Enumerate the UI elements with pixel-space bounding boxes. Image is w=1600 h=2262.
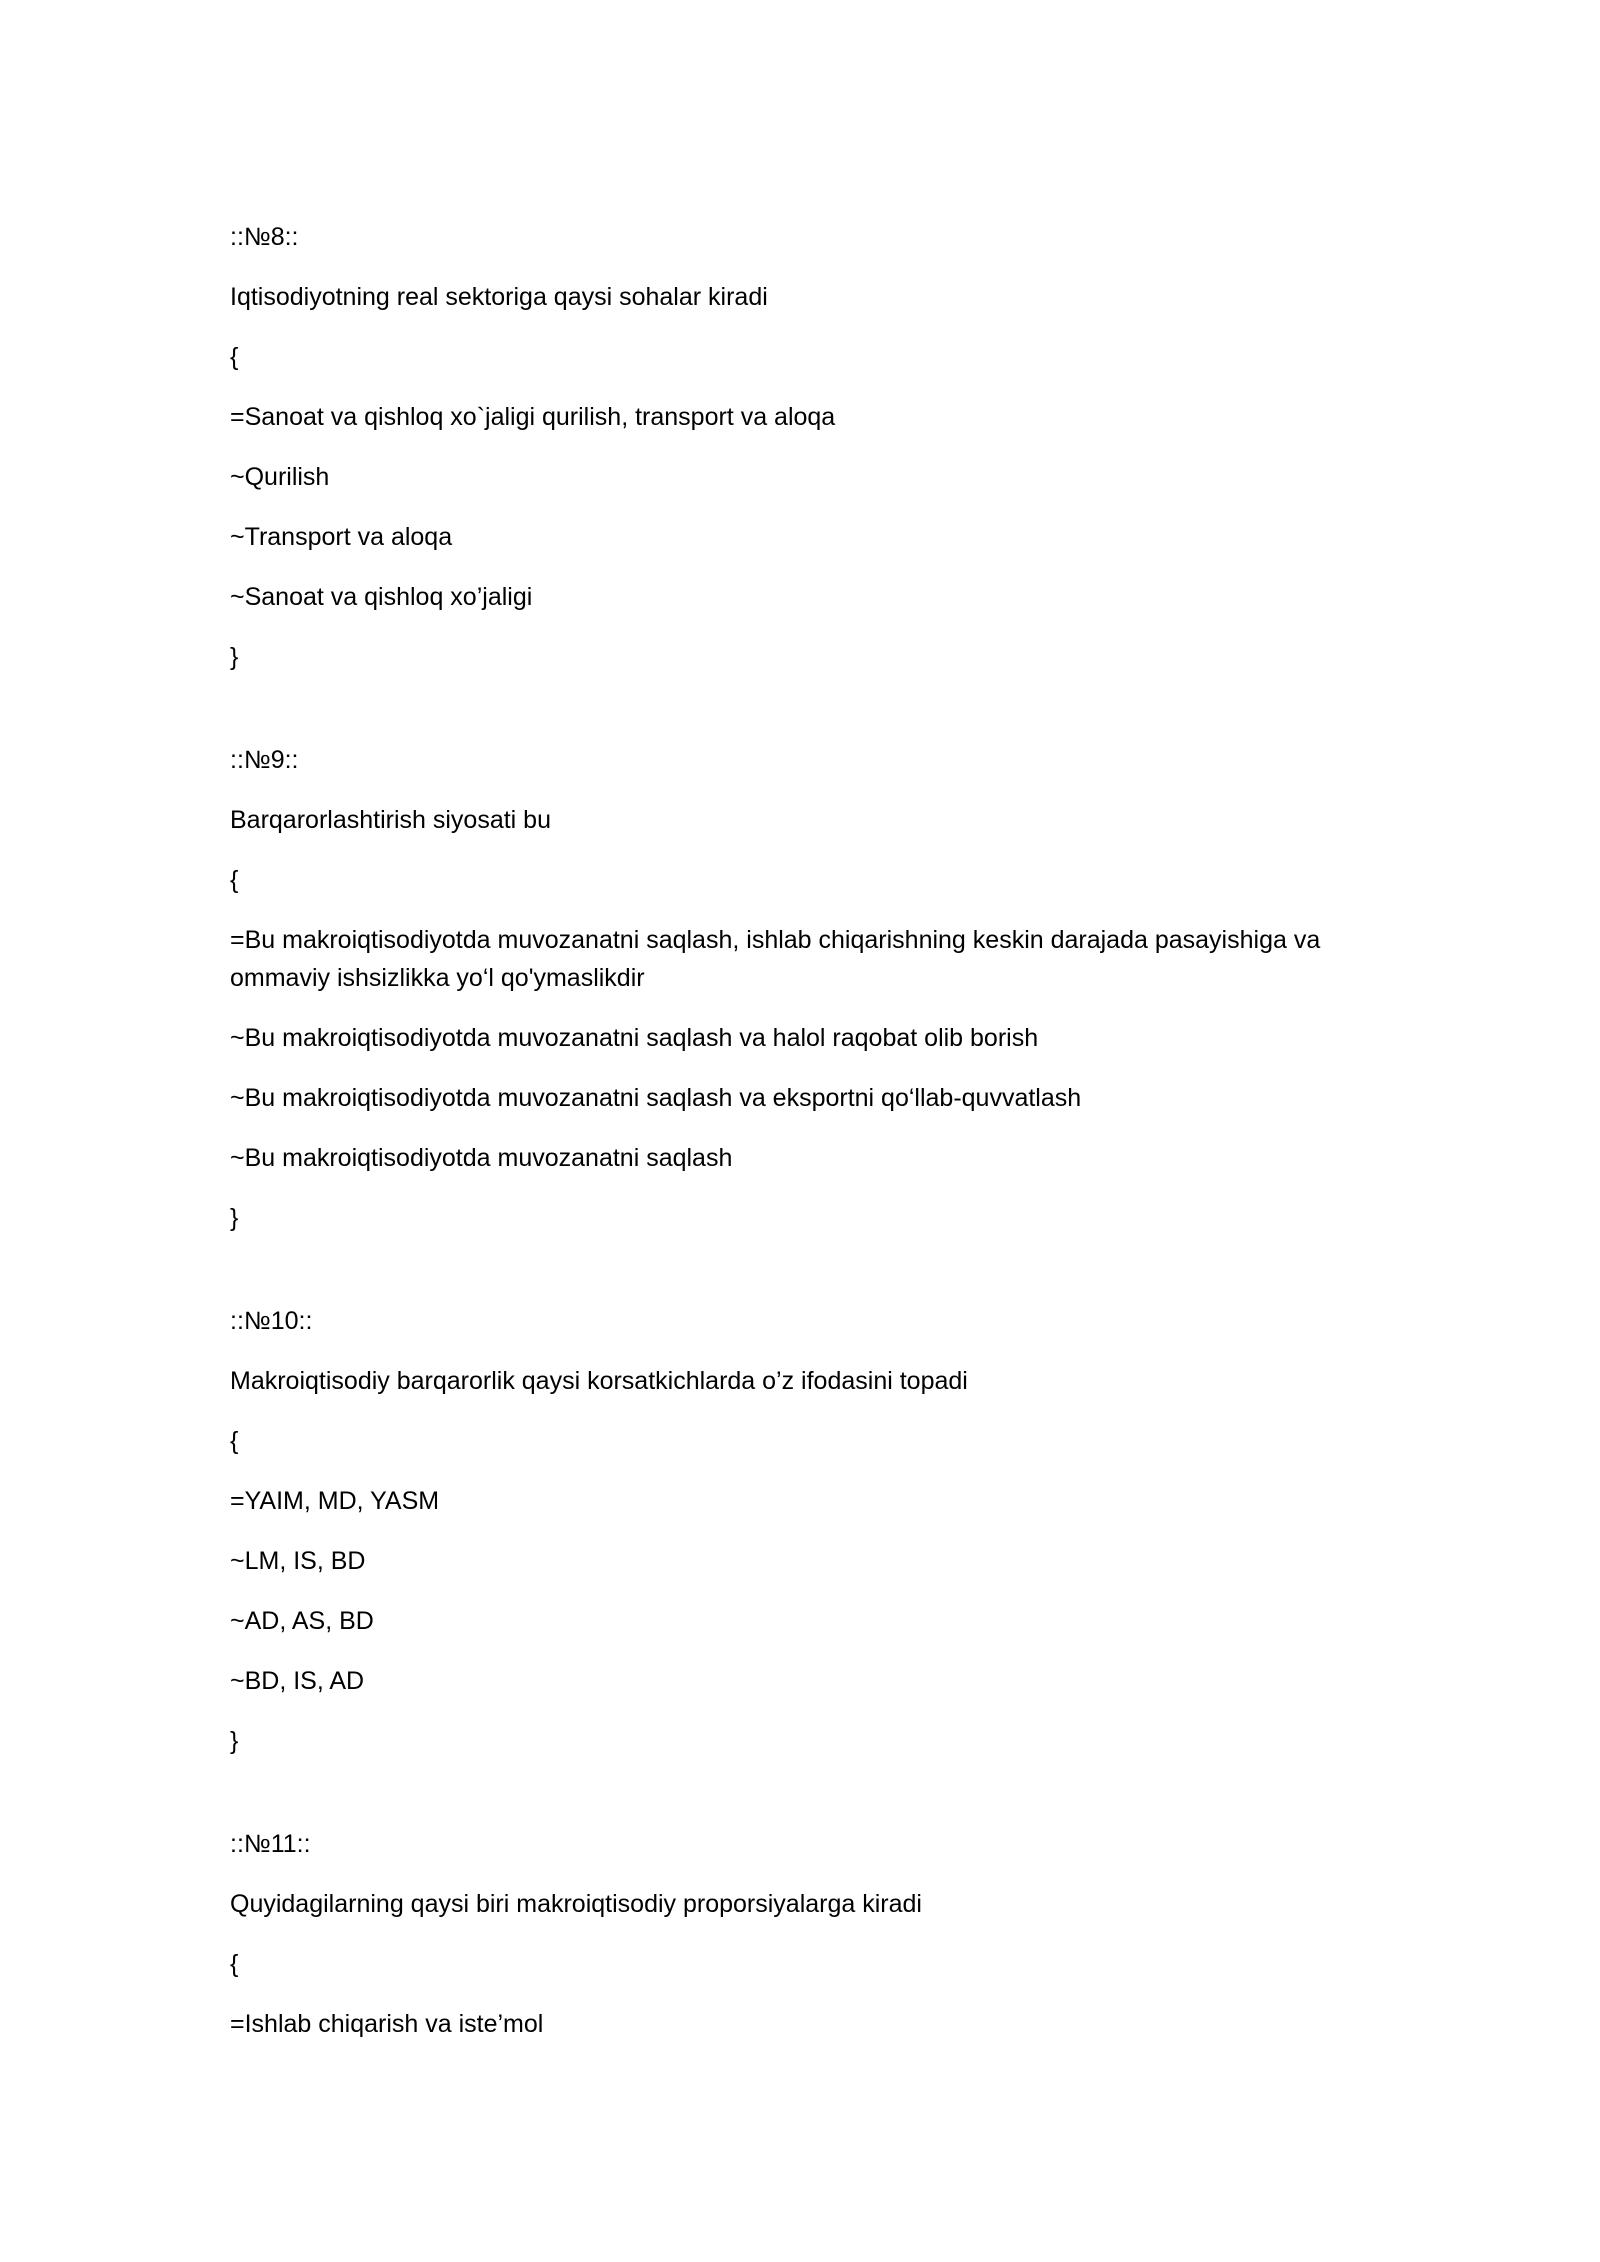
close-brace: } [230,643,239,671]
answer-option: ~Sanoat va qishloq xo’jaligi [230,583,533,611]
answer-option: ~Bu makroiqtisodiyotda muvozanatni saqlash va eksportni qo‘llab-quvvatlash [230,1084,1082,1112]
open-brace: { [230,343,239,371]
answer-option: ~LM, IS, BD [230,1547,366,1575]
answer-option: ~Bu makroiqtisodiyotda muvozanatni saqlash va halol raqobat olib borish [230,1024,1039,1052]
answer-option: ~Transport va aloqa [230,523,453,551]
question-prompt: Iqtisodiyotning real sektoriga qaysi sohalar kiradi [230,283,768,311]
question-number: ::№8:: [230,223,299,251]
question-number: ::№10:: [230,1307,313,1335]
question-block [230,1825,1410,2043]
question-number: ::№11:: [230,1830,311,1858]
answer-option: =Sanoat va qishloq xo`jaligi qurilish, transport va aloqa [230,403,836,431]
question-block [230,218,1410,676]
open-brace: { [230,866,239,894]
question-prompt: Makroiqtisodiy barqarorlik qaysi korsatkichlarda o’z ifodasini topadi [230,1367,968,1395]
question-prompt: Barqarorlashtirish siyosati bu [230,806,551,834]
question-block [230,741,1410,1237]
answer-option: ~Qurilish [230,463,330,491]
answer-option: ~Bu makroiqtisodiyotda muvozanatni saqlash [230,1144,733,1172]
question-prompt: Quyidagilarning qaysi biri makroiqtisodiy proporsiyalarga kiradi [230,1890,922,1918]
close-brace: } [230,1727,239,1755]
question-block [230,1302,1410,1760]
document-body [230,218,1410,2108]
answer-option: =Bu makroiqtisodiyotda muvozanatni saqlash, ishlab chiqarishning keskin darajada pasayishiga va ommaviy ishsizlikka yo‘l qo'ymaslikdir [230,926,1321,992]
answer-option: ~BD, IS, AD [230,1667,365,1695]
close-brace: } [230,1204,239,1232]
answer-option: =Ishlab chiqarish va iste’mol [230,2010,544,2038]
answer-option: ~AD, AS, BD [230,1607,374,1635]
answer-option: =YAIM, MD, YASM [230,1487,440,1515]
open-brace: { [230,1427,239,1455]
question-number: ::№9:: [230,746,299,774]
open-brace: { [230,1950,239,1978]
